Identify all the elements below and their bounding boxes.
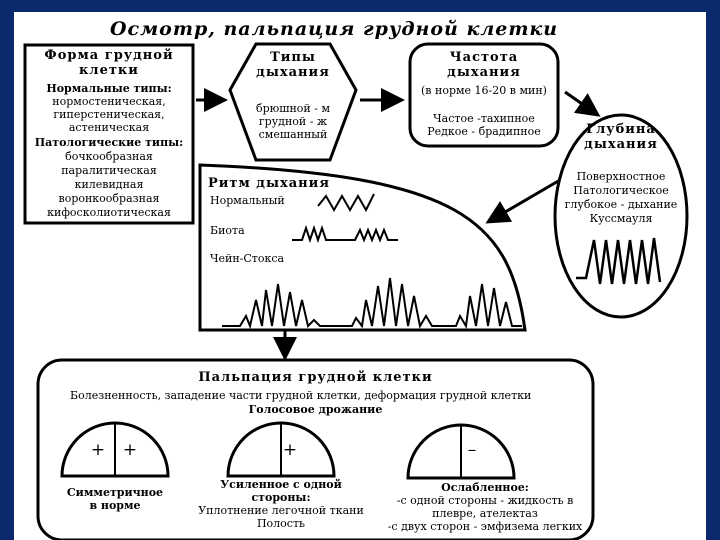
d1-sign-left: + bbox=[90, 440, 106, 460]
shape-path-head: Патологические типы: bbox=[34, 136, 184, 149]
depth-item-0: Поверхностное bbox=[576, 170, 666, 183]
d1-sign-right: + bbox=[122, 440, 138, 460]
shape-path-4: кифосколиотическая bbox=[47, 206, 171, 219]
types-item-0: брюшной - м bbox=[255, 102, 331, 115]
d2-label-2: Уплотнение легочной ткани bbox=[198, 504, 364, 517]
shape-normal-2: астеническая bbox=[68, 121, 150, 134]
d3-label-2: плевре, ателектаз bbox=[432, 507, 538, 520]
d3-label-3: -с двух сторон - эмфизема легких bbox=[387, 520, 583, 533]
shape-path-0: бочкообразная bbox=[65, 150, 153, 163]
d3-sign: – bbox=[467, 440, 477, 460]
freq-norm: (в норме 16-20 в мин) bbox=[421, 84, 547, 97]
freq-item-0: Частое -тахипное bbox=[433, 112, 535, 125]
depth-item-2: глубокое - дыхание bbox=[564, 198, 678, 211]
depth-heading: Глубина дыхания bbox=[584, 122, 658, 152]
shape-heading: Форма грудной клетки bbox=[44, 48, 174, 78]
d3-label-0: Ослабленное: bbox=[441, 481, 529, 494]
rhythm-normal-label: Нормальный bbox=[210, 194, 285, 207]
depth-item-3: Куссмауля bbox=[589, 212, 653, 225]
rhythm-cheyne-label: Чейн-Стокса bbox=[210, 252, 285, 265]
shape-normal-1: гиперстеническая, bbox=[53, 108, 165, 121]
palpation-heading: Пальпация грудной клетки bbox=[198, 370, 433, 385]
shape-normal-0: нормостеническая, bbox=[52, 95, 166, 108]
palpation-line: Болезненность, западение части грудной клетки, деформация грудной клетки bbox=[70, 389, 532, 402]
shape-path-3: воронкообразная bbox=[58, 192, 160, 205]
rhythm-biota-label: Биота bbox=[210, 224, 245, 237]
palpation-sub: Голосовое дрожание bbox=[248, 403, 383, 416]
d2-sign: + bbox=[282, 440, 298, 460]
rhythm-heading: Ритм дыхания bbox=[208, 176, 330, 191]
types-heading: Типы дыхания bbox=[256, 50, 330, 80]
shape-path-2: килевидная bbox=[74, 178, 144, 191]
shape-path-1: паралитическая bbox=[61, 164, 157, 177]
d1-label-1: в норме bbox=[89, 499, 141, 512]
freq-item-1: Редкое - брадипное bbox=[427, 125, 541, 138]
d3-label-1: -с одной стороны - жидкость в bbox=[396, 494, 574, 507]
d2-label-0: Усиленное с одной bbox=[220, 478, 342, 491]
freq-heading: Частота дыхания bbox=[447, 50, 521, 80]
types-item-2: смешанный bbox=[258, 128, 328, 141]
depth-item-1: Патологическое bbox=[573, 184, 669, 197]
page-title: Осмотр, пальпация грудной клетки bbox=[110, 18, 559, 40]
types-item-1: грудной - ж bbox=[258, 115, 328, 128]
arrow-freq-to-depth bbox=[565, 92, 598, 115]
d2-label-1: стороны: bbox=[251, 491, 311, 504]
d2-label-3: Полость bbox=[256, 517, 306, 530]
d1-label-0: Симметричное bbox=[66, 486, 164, 499]
shape-normal-head: Нормальные типы: bbox=[46, 82, 172, 95]
arrow-depth-to-rhythm bbox=[488, 180, 560, 222]
